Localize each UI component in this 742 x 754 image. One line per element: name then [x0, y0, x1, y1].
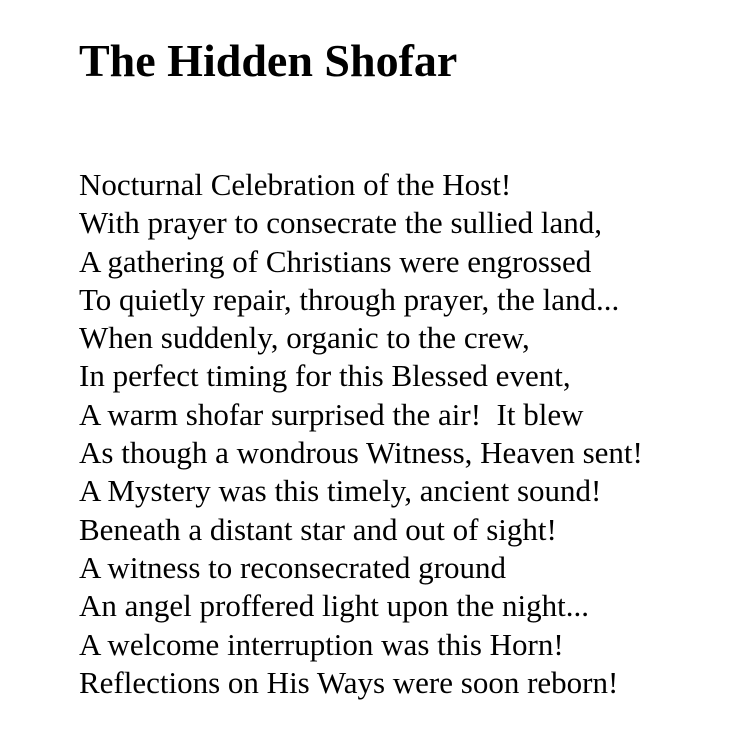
poem-line: A Mystery was this timely, ancient sound!	[79, 473, 602, 509]
poem-line: Reflections on His Ways were soon reborn!	[79, 664, 619, 700]
poem-line: To quietly repair, through prayer, the land...	[79, 281, 620, 317]
poem-line: Nocturnal Celebration of the Host!	[79, 167, 512, 202]
poem-line: In perfect timing for this Blessed event,	[79, 358, 571, 394]
poem-line: A witness to reconsecrated ground	[79, 549, 506, 585]
poem-line: A welcome interruption was this Horn!	[79, 626, 564, 662]
poem-line: An angel proffered light upon the night...	[79, 588, 589, 624]
poem-line: As though a wondrous Witness, Heaven sent!	[79, 435, 643, 471]
poem-line: A gathering of Christians were engrossed	[79, 243, 592, 279]
poem-title: The Hidden Shofar	[79, 35, 458, 86]
poem-body	[79, 166, 643, 702]
poem-line: A warm shofar surprised the air! It blew	[79, 396, 584, 432]
poem-line: With prayer to consecrate the sullied land,	[79, 205, 602, 241]
poem-line: When suddenly, organic to the crew,	[79, 320, 530, 356]
poem-line: Beneath a distant star and out of sight!	[79, 511, 557, 547]
